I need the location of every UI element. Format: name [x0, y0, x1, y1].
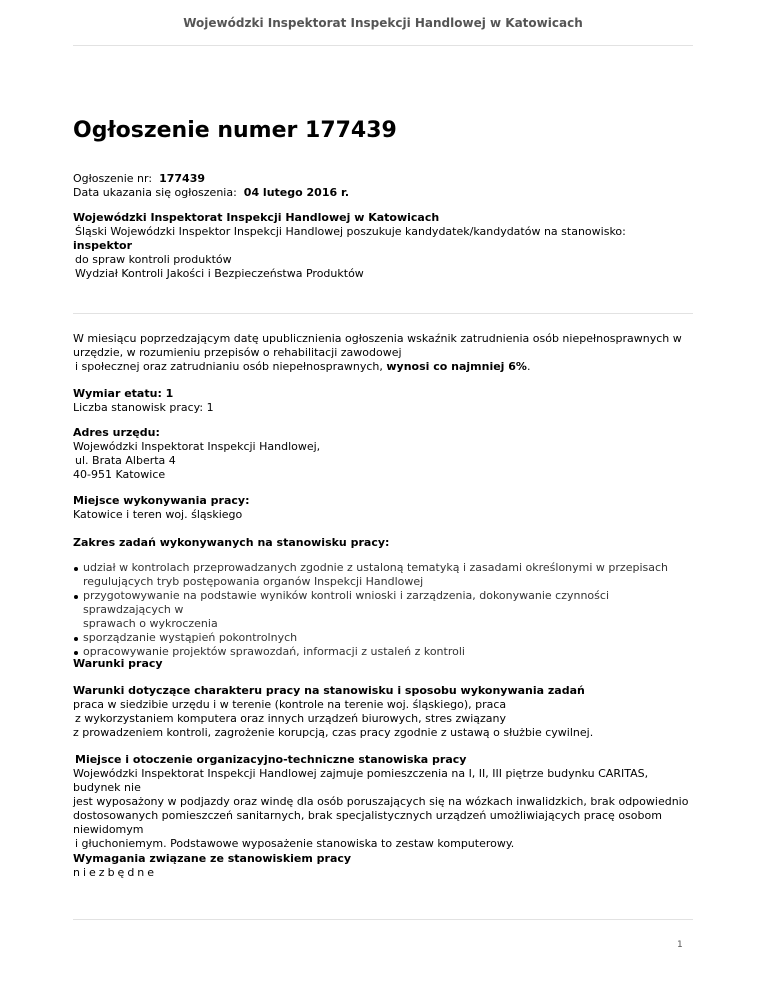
conditions-character [73, 684, 697, 740]
page-title: Ogłoszenie numer 177439 [73, 118, 397, 143]
duty-2-line-2: sprawach o wykroczenia [83, 617, 218, 630]
etat-label: Wymiar etatu: 1 [73, 387, 174, 400]
conditions-label: Warunki pracy [73, 657, 163, 670]
environment-line-1: Wojewódzki Inspektorat Inspekcji Handlowej zajmuje pomieszczenia na I, II, III piętrze budynku CARITAS, budynek nie [73, 767, 649, 794]
address-label: Adres urzędu: [73, 426, 160, 439]
announcement-meta [73, 172, 697, 200]
place-label: Miejsce wykonywania pracy: [73, 494, 250, 507]
position-count: Liczba stanowisk pracy: 1 [73, 401, 214, 414]
place-value: Katowice i teren woj. śląskiego [73, 508, 243, 521]
department-name: Wydział Kontroli Jakości i Bezpieczeństwa Produktów [75, 267, 364, 280]
environment-line-4: niewidomym [73, 823, 144, 836]
disability-period: . [526, 360, 531, 373]
character-line-1: praca w siedzibie urzędu i w terenie (kontrole na terenie woj. śląskiego), praca [73, 698, 507, 711]
environment-label: Miejsce i otoczenie organizacyjno-techniczne stanowiska pracy [75, 753, 467, 766]
disability-notice [73, 332, 697, 374]
number-label: Ogłoszenie nr: [73, 172, 153, 185]
page-number: 1 [677, 940, 683, 950]
environment-line-3: dostosowanych pomieszczeń sanitarnych, brak specjalistycznych urządzeń umożliwiających pracę osobom [73, 809, 662, 822]
disability-text: i społecznej oraz zatrudnianiu osób niepełnosprawnych, [75, 360, 383, 373]
address-line-3: 40-951 Katowice [73, 468, 166, 481]
employer-block [73, 211, 697, 281]
duties-label: Zakres zadań wykonywanych na stanowisku pracy: [73, 536, 390, 549]
disability-emphasis: wynosi co najmniej 6% [386, 360, 527, 373]
employer-intro: Śląski Wojewódzki Inspektor Inspekcji Handlowej poszukuje kandydatek/kandydatów na stanowisko: [75, 225, 626, 238]
employer-name: Wojewódzki Inspektorat Inspekcji Handlowej w Katowicach [73, 211, 440, 224]
date-line [73, 186, 697, 200]
address-line-2: ul. Brata Alberta 4 [75, 454, 176, 467]
duty-2-line-1: przygotowywanie na podstawie wyników kontroli wnioski i zarządzenia, dokonywanie czynności sprawdzających w [83, 589, 610, 616]
list-item [73, 631, 697, 645]
date-value: 04 lutego 2016 r. [243, 186, 349, 199]
list-item [73, 561, 697, 589]
character-label: Warunki dotyczące charakteru pracy na stanowisku i sposobu wykonywania zadań [73, 684, 585, 697]
requirements-block [73, 852, 697, 880]
requirements-essential: niezbędne [73, 866, 158, 879]
conditions-heading [73, 657, 697, 671]
address-line-1: Wojewódzki Inspektorat Inspekcji Handlowej, [73, 440, 321, 453]
disability-line-1: W miesiącu poprzedzającym datę upublicznienia ogłoszenia wskaźnik zatrudnienia osób niepełnosprawnych w [73, 332, 682, 345]
position-name: inspektor [73, 239, 133, 252]
footer-divider [73, 919, 693, 920]
number-value: 177439 [159, 172, 206, 185]
environment-line-2: jest wyposażony w podjazdy oraz windę dla osób poruszających się na wózkach inwalidzkich, brak odpowiednio [73, 795, 689, 808]
duties-heading [73, 536, 697, 550]
position-detail: do spraw kontroli produktów [75, 253, 232, 266]
environment-line-5: i głuchoniemym. Podstawowe wyposażenie stanowiska to zestaw komputerowy. [75, 837, 515, 850]
character-line-2: z wykorzystaniem komputera oraz innych urządzeń biurowych, stres związany [75, 712, 507, 725]
number-line [73, 172, 697, 186]
character-line-3: z prowadzeniem kontroli, zagrożenie korupcją, czas pracy zgodnie z ustawą o służbie cywilnej. [73, 726, 594, 739]
section-divider [73, 313, 693, 314]
disability-line-2: urzędzie, w rozumieniu przepisów o rehabilitacji zawodowej [73, 346, 402, 359]
header-divider [73, 45, 693, 46]
duty-3-line-1: sporządzanie wystąpień pokontrolnych [83, 631, 298, 644]
place-block [73, 494, 697, 522]
requirements-label: Wymagania związane ze stanowiskiem pracy [73, 852, 352, 865]
duty-1-line-1: udział w kontrolach przeprowadzanych zgodnie z ustaloną tematyką i zasadami określonymi w przepisach [83, 561, 668, 574]
duties-list [73, 561, 697, 659]
duty-1-line-2: regulujących tryb postępowania organów Inspekcji Handlowej [83, 575, 424, 588]
date-label: Data ukazania się ogłoszenia: [73, 186, 237, 199]
conditions-environment [73, 753, 697, 851]
disability-line-3 [73, 360, 697, 374]
document-header: Wojewódzki Inspektorat Inspekcji Handlowej w Katowicach [183, 16, 583, 30]
duty-4-line-1: opracowywanie projektów sprawozdań, informacji z ustaleń z kontroli [83, 645, 465, 658]
address-block [73, 426, 697, 482]
list-item [73, 589, 697, 631]
etat-block [73, 387, 697, 415]
